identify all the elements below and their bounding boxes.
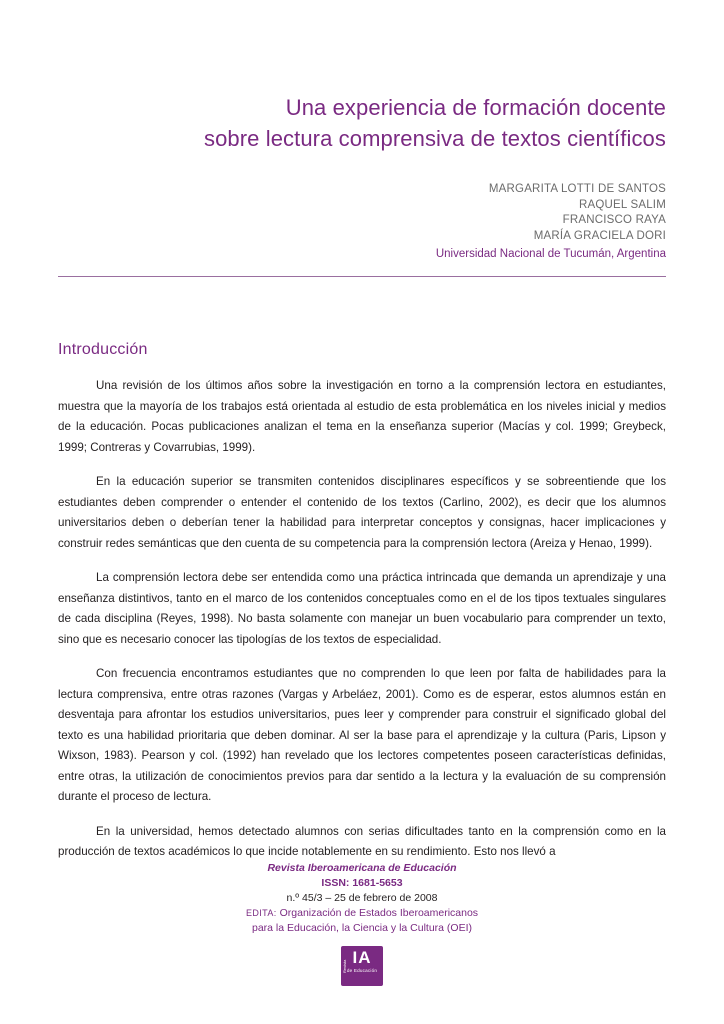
footer-issn: ISSN: 1681-5653 [321,877,403,889]
paragraph: La comprensión lectora debe ser entendida como una práctica intrincada que demanda un aprendizaje y una enseñanza distintivos, tanto en el marco de los contenidos conceptuales como en el de los tipos textuales singulares de cada disciplina (Reyes, 1998). No basta solamente con manejar un buen vocabulario para comprender un texto, sino que es necesario conocer las tipologías de los textos de especialidad. [58,571,666,646]
logo-monogram: IA [352,948,372,967]
footer-journal-name: Revista Iberoamericana de Educación [267,862,457,874]
footer-publisher-2: para la Educación, la Ciencia y la Cultura (OEI) [251,922,473,934]
paragraph: En la educación superior se transmiten contenidos disciplinares específicos y se sobreentiende que los estudiantes deben comprender o entender el contenido de los textos (Carlino, 2002), es decir que los alumnos universitarios deben o deberían tener la habilidad para interpretar conceptos y consignas, hacer implicaciones y construir redes semánticas que den cuenta de su competencia para la comprensión lectora (Areiza y Henao, 1999). [58,475,666,550]
title-block [58,0,666,154]
logo-side-text: Revista [342,959,347,973]
paragraph: Una revisión de los últimos años sobre la investigación en torno a la comprensión lectora en estudiantes, muestra que la mayoría de los trabajos está orientada al estudio de esta problemática en los niveles inicial y medios de la educación. Pocas publicaciones analizan el tema en la enseñanza superior (Macías y col. 1999; Greybeck, 1999; Contreras y Covarrubias, 1999). [58,379,666,454]
author-name: RAQUEL SALIM [579,198,666,211]
oei-logo-icon [341,946,383,986]
paragraph: Con frecuencia encontramos estudiantes que no comprenden lo que leen por falta de habilidades para la lectura comprensiva, entre otras razones (Vargas y Arbeláez, 2001). Como es de esperar, estos alumnos están en desventaja para afrontar los estudios universitarios, pues leer y comprender para construir el significado global del texto es una habilidad prioritaria que deben dominar. Al ser la base para el aprendizaje y la cultura (Paris, Lipson y Wixson, 1983). Pearson y col. (1992) han revelado que los lectores competentes poseen características definidas, entre otras, la utilización de conocimientos previos para dar sentido a la lectura y la evaluación de su comprensión durante el proceso de lectura. [58,667,666,803]
author-list [58,182,666,244]
footer-edita-label: EDITA: [245,908,277,918]
section-heading: Introducción [58,341,148,358]
affiliation: Universidad Nacional de Tucumán, Argentina [435,248,666,260]
footer-publisher [0,906,724,921]
page-footer [0,861,724,986]
article-body [58,376,666,863]
author-name: MARÍA GRACIELA DORI [533,229,666,242]
author-name: FRANCISCO RAYA [562,214,666,226]
page-title-line-1: Una experiencia de formación docente [285,95,666,120]
logo-subtext: de Educación [346,968,378,973]
footer-edita-org: Organización de Estados Iberoamericanos [279,907,479,919]
author-name: MARGARITA LOTTI DE SANTOS [488,183,666,195]
paragraph: En la universidad, hemos detectado alumnos con serias dificultades tanto en la comprensión como en la producción de textos académicos lo que incide notablemente en su rendimiento. Esto nos llevó a [58,824,666,858]
header-divider [58,276,666,277]
page-title-line-2: sobre lectura comprensiva de textos científicos [203,126,666,151]
footer-issue: n.º 45/3 – 25 de febrero de 2008 [286,892,438,904]
